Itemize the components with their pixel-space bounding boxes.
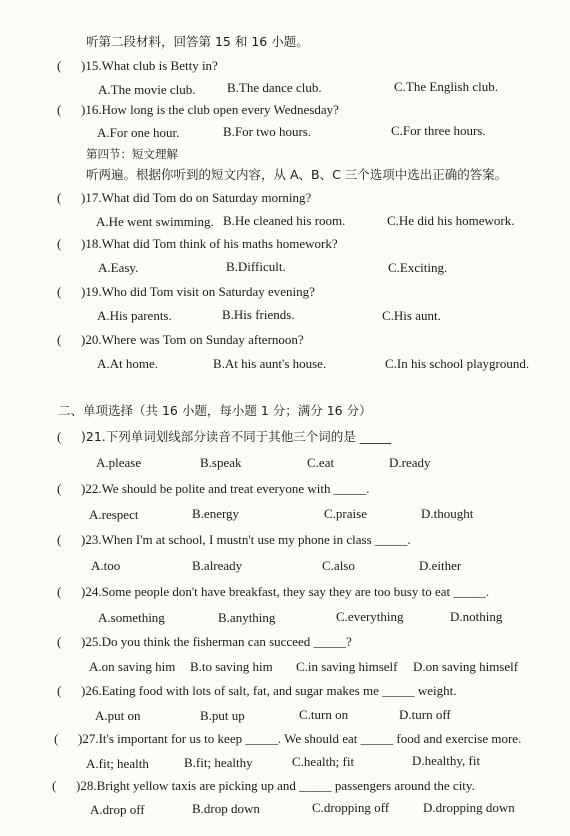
answer-paren[interactable]: (	[57, 481, 62, 496]
option-a: A.For one hour.	[97, 125, 180, 140]
option-b: B.At his aunt's house.	[213, 356, 327, 371]
option-c: C.praise	[324, 506, 367, 521]
question-text: )25.Do you think the fisherman can succeed _____?	[81, 634, 352, 649]
option-b: B.anything	[218, 610, 276, 625]
option-b: B.to saving him	[190, 659, 273, 674]
option-d: D.on saving himself	[413, 659, 519, 674]
option-b: B.put up	[200, 708, 245, 723]
option-b: B.drop down	[192, 801, 260, 816]
option-a: A.He went swimming.	[96, 214, 214, 229]
option-b: B.speak	[200, 455, 242, 470]
section2-instruction: 听第二段材料，回答第 15 和 16 小题。	[86, 34, 309, 49]
option-d: D.thought	[421, 506, 474, 521]
question-text: )21.下列单词划线部分读音不同于其他三个词的是 _____	[81, 429, 391, 444]
question-text: )18.What did Tom think of his maths homework?	[81, 236, 338, 251]
answer-paren[interactable]: (	[57, 532, 62, 547]
option-b: B.He cleaned his room.	[223, 213, 346, 228]
answer-paren[interactable]: (	[57, 634, 62, 649]
answer-paren[interactable]: (	[57, 284, 62, 299]
option-c: C.His aunt.	[382, 308, 441, 323]
question-text: )28.Bright yellow taxis are picking up and _____ passengers around the city.	[76, 778, 475, 793]
option-b: B.energy	[192, 506, 240, 521]
option-b: B.His friends.	[222, 307, 295, 322]
option-c: C.In his school playground.	[385, 356, 530, 371]
answer-paren[interactable]: (	[57, 190, 62, 205]
answer-paren[interactable]: (	[54, 731, 59, 746]
option-c: C.eat	[307, 455, 335, 470]
answer-paren[interactable]: (	[57, 332, 62, 347]
section4-instruction: 听两遍。根据你听到的短文内容，从 A、B、C 三个选项中选出正确的答案。	[86, 167, 508, 182]
option-c: C.everything	[336, 609, 404, 624]
option-c: C.For three hours.	[391, 123, 486, 138]
question-text: )19.Who did Tom visit on Saturday evening?	[81, 284, 315, 299]
question-text: )27.It's important for us to keep _____. We should eat _____ food and exercise more.	[78, 731, 522, 746]
option-a: A.Easy.	[98, 260, 139, 275]
section4-title: 第四节：短文理解	[86, 147, 178, 161]
option-b: B.The dance club.	[227, 80, 322, 95]
option-a: A.fit; health	[86, 756, 149, 771]
question-text: )15.What club is Betty in?	[81, 58, 218, 73]
option-c: C.in saving himself	[296, 659, 398, 674]
option-d: D.healthy, fit	[412, 753, 481, 768]
option-c: C.dropping off	[312, 800, 390, 815]
option-a: A.put on	[95, 708, 141, 723]
option-b: B.For two hours.	[223, 124, 312, 139]
single-choice-heading: 二、单项选择（共 16 小题，每小题 1 分；满分 16 分）	[58, 403, 372, 418]
answer-paren[interactable]: (	[57, 683, 62, 698]
option-a: A.something	[98, 610, 165, 625]
question-text: )20.Where was Tom on Sunday afternoon?	[81, 332, 304, 347]
option-d: D.ready	[389, 455, 431, 470]
answer-paren[interactable]: (	[57, 584, 62, 599]
question-text: )22.We should be polite and treat everyone with _____.	[81, 481, 370, 496]
answer-paren[interactable]: (	[57, 429, 62, 444]
question-text: )26.Eating food with lots of salt, fat, and sugar makes me _____ weight.	[81, 683, 457, 698]
option-c: C.also	[322, 558, 355, 573]
option-a: A.The movie club.	[98, 82, 196, 97]
answer-paren[interactable]: (	[57, 58, 62, 73]
option-b: B.fit; healthy	[184, 755, 253, 770]
answer-paren[interactable]: (	[57, 102, 62, 117]
question-text: )24.Some people don't have breakfast, they say they are too busy to eat _____.	[81, 584, 490, 599]
question-text: )23.When I'm at school, I mustn't use my phone in class _____.	[81, 532, 411, 547]
option-d: D.either	[419, 558, 462, 573]
option-c: C.health; fit	[292, 754, 355, 769]
option-c: C.turn on	[299, 707, 349, 722]
question-text: )17.What did Tom do on Saturday morning?	[81, 190, 312, 205]
option-a: A.please	[96, 455, 142, 470]
option-a: A.on saving him	[89, 659, 176, 674]
question-text: )16.How long is the club open every Wednesday?	[81, 102, 339, 117]
option-d: D.turn off	[399, 707, 451, 722]
option-c: C.The English club.	[394, 79, 498, 94]
option-c: C.Exciting.	[388, 260, 448, 275]
option-a: A.too	[91, 558, 121, 573]
option-a: A.drop off	[90, 802, 145, 817]
option-a: A.respect	[89, 507, 139, 522]
option-d: D.dropping down	[423, 800, 515, 815]
answer-paren[interactable]: (	[57, 236, 62, 251]
option-b: B.already	[192, 558, 243, 573]
option-a: A.At home.	[97, 356, 159, 371]
option-b: B.Difficult.	[226, 259, 286, 274]
option-c: C.He did his homework.	[387, 213, 515, 228]
answer-paren[interactable]: (	[52, 778, 57, 793]
option-d: D.nothing	[450, 609, 503, 624]
option-a: A.His parents.	[97, 308, 172, 323]
